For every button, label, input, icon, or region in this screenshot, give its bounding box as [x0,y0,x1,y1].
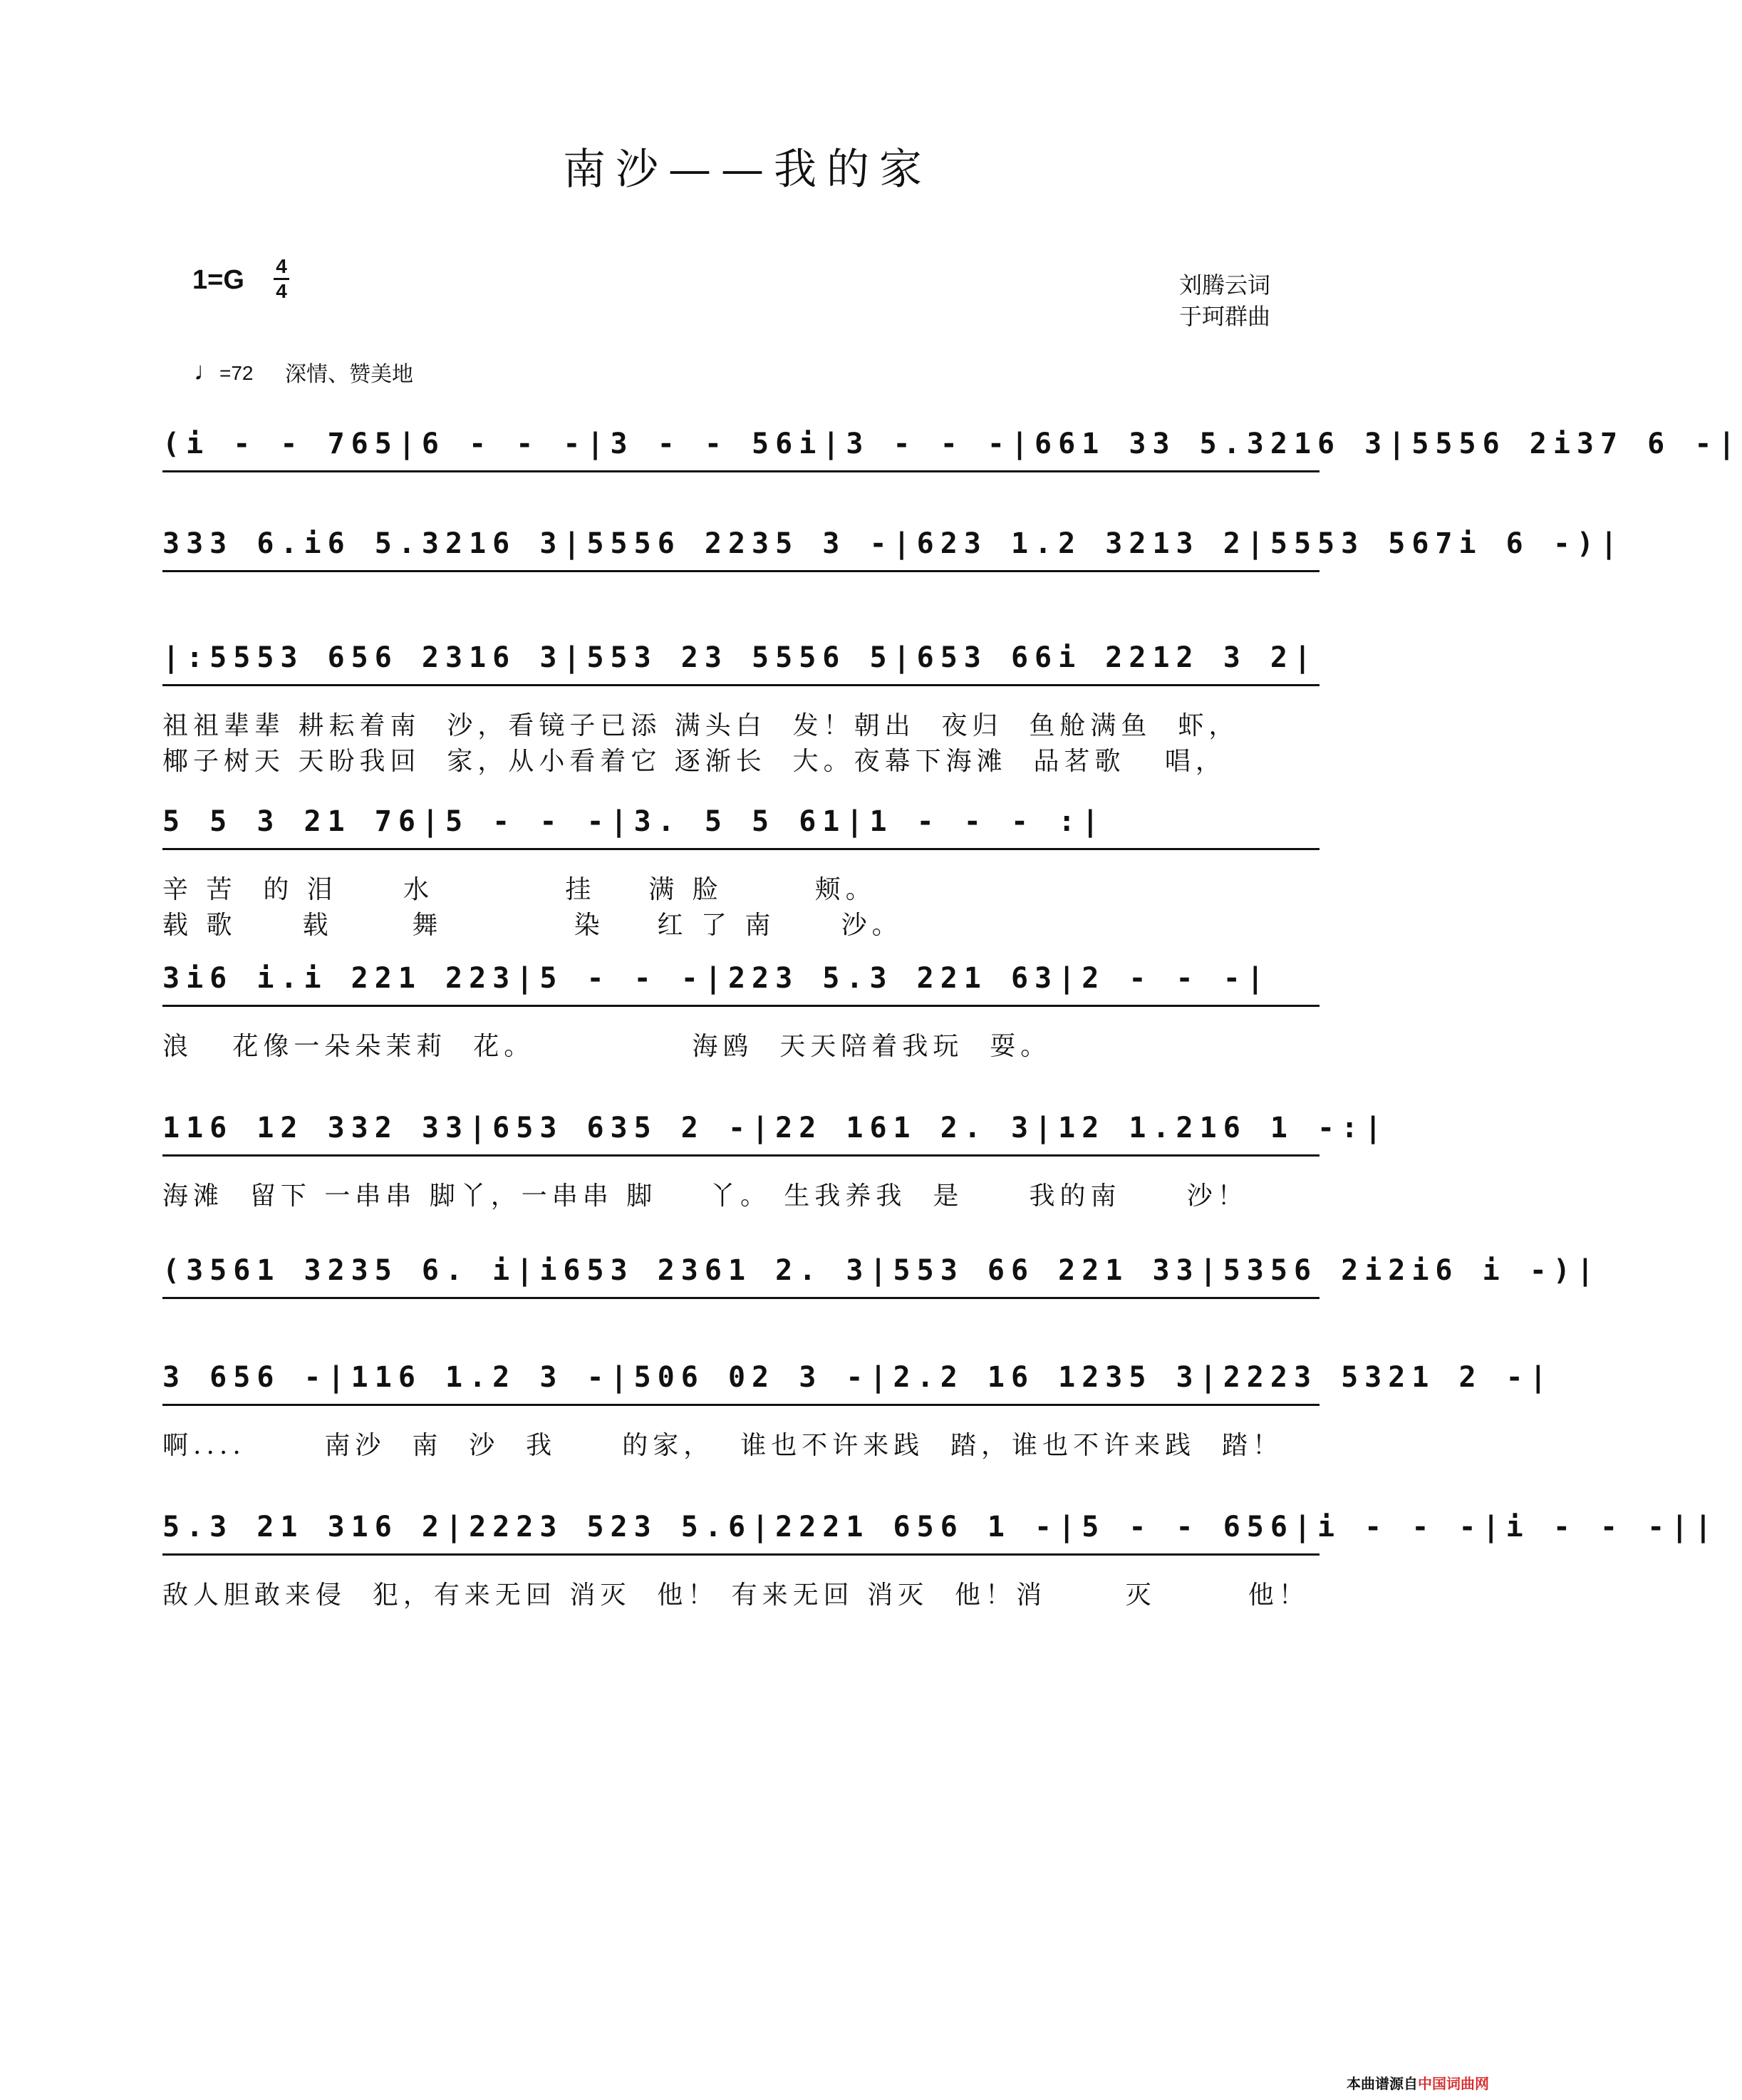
beam-line [162,1005,1320,1010]
lyric-line: 海滩 留下 一串串 脚丫，一串串 脚 丫。 生我养我 是 我的南 沙！ [162,1181,1248,1211]
expression-marking: 深情、赞美地 [285,362,413,387]
numbered-notation-line: (3561 3235 6. i|i653 2361 2. 3|553 66 221 33|5356 2i2i6 i -)| [162,1254,1601,1287]
song-title: 南沙——我的家 [563,145,932,195]
composer: 于珂群曲 [1179,303,1271,330]
numbered-notation-line: 333 6.i6 5.3216 3|5556 2235 3 -|623 1.2 3213 2|5553 567i 6 -)| [162,527,1624,560]
numbered-notation-line: 3 656 -|116 1.2 3 -|506 02 3 -|2.2 16 1235 3|2223 5321 2 -| [162,1361,1553,1394]
score-system [162,527,1624,596]
beam-line [162,1553,1320,1558]
beam-line [162,848,1320,853]
lyric-line: 敌人胆敢来侵 犯，有来无回 消灭 他！ 有来无回 消灭 他！消 灭 他！ [162,1581,1310,1610]
beam-line [162,1404,1320,1409]
score-system [162,1361,1553,1429]
score-system [162,1511,1718,1579]
credits [1179,269,1270,332]
lyric-line: 辛 苦 的 泪 水 挂 满 脸 颊。 [162,875,876,904]
time-signature [274,257,289,301]
footer-source-label: 本曲谱源自 [1347,2075,1418,2092]
lyricist: 刘腾云词 [1179,271,1271,299]
tempo-marking [194,356,254,386]
numbered-notation-line: 116 12 332 33|653 635 2 -|22 161 2. 3|12 1.216 1 -:| [162,1112,1389,1144]
score-system [162,962,1348,1030]
lyric-line: 浪 花像一朵朵茉莉 花。 海鸥 天天陪着我玩 耍。 [162,1032,1052,1061]
time-signature-bottom: 4 [276,280,287,302]
lyric-line: 祖祖辈辈 耕耘着南 沙，看镜子已添 满头白 发！朝出 夜归 鱼舱满鱼 虾， [162,711,1240,740]
numbered-notation-line: 5.3 21 316 2|2223 523 5.6|2221 656 1 -|5 - - 656|i - - -|i - - -|| [162,1511,1718,1543]
lyric-line: 啊.... 南沙 南 沙 我 的家， 谁也不许来践 踏，谁也不许来践 踏！ [162,1431,1283,1460]
quarter-note-icon: ♩ [194,356,219,386]
time-signature-top: 4 [276,255,287,277]
score-system [162,1112,1389,1180]
beam-line [162,684,1320,689]
score-system [162,1254,1601,1323]
lyric-line: 椰子树天 天盼我回 家，从小看着它 逐渐长 大。夜幕下海滩 品茗歌 唱， [162,747,1226,776]
score-system [162,641,1348,710]
beam-line [162,470,1320,475]
beam-line [162,1154,1320,1159]
numbered-notation-line: 5 5 3 21 76|5 - - -|3. 5 5 61|1 - - - :| [162,805,1106,838]
lyric-line: 载 歌 载 舞 染 红 了 南 沙。 [162,911,903,940]
beam-line [162,570,1320,575]
score-system [162,805,1348,874]
score-system [162,428,1742,496]
beam-line [162,1297,1320,1302]
numbered-notation-line: (i - - 765|6 - - -|3 - - 56i|3 - - -|661 33 5.3216 3|5556 2i37 6 -| [162,428,1742,460]
numbered-notation-line: |:5553 656 2316 3|553 23 5556 5|653 66i 2212 3 2| [162,641,1318,674]
tempo-value: =72 [219,362,254,384]
footer-site: 中国词曲网 [1418,2075,1489,2092]
key-signature: 1=G [192,265,244,295]
numbered-notation-line: 3i6 i.i 221 223|5 - - -|223 5.3 221 63|2 - - -| [162,962,1270,995]
